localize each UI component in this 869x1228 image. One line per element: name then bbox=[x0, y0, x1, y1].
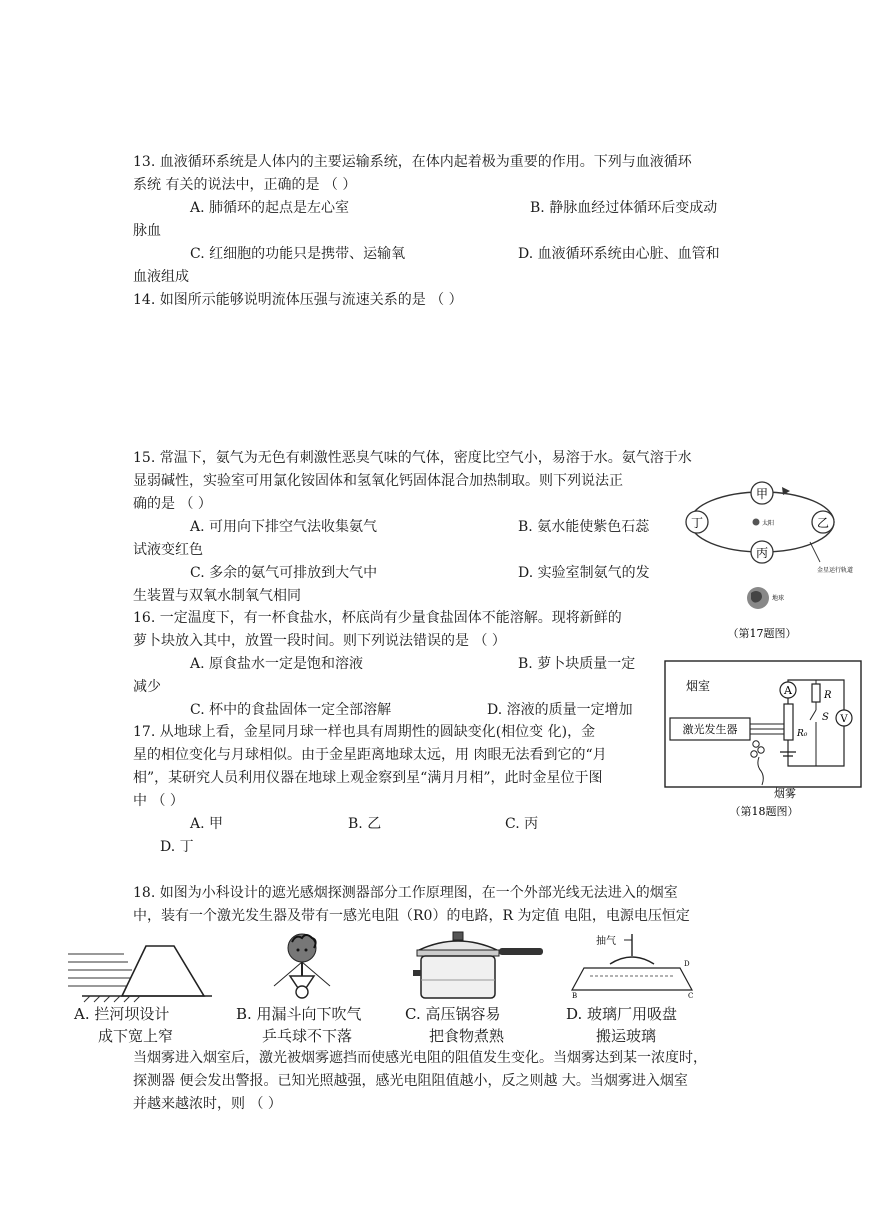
q15-option-c: C. 多余的氨气可排放到大气中 bbox=[190, 565, 378, 581]
q13-option-c: C. 红细胞的功能只是携带、运输氧 bbox=[190, 246, 406, 262]
q16-option-b-cont: 减少 bbox=[133, 679, 161, 695]
fig14-option-c-pressure-cooker bbox=[405, 930, 555, 1048]
q16-option-a: A. 原食盐水一定是饱和溶液 bbox=[190, 656, 364, 672]
ammeter-label: A bbox=[784, 684, 792, 697]
fig14-option-d-line1: D. 玻璃厂用吸盘 bbox=[566, 1005, 678, 1023]
switch-label: S bbox=[822, 712, 829, 723]
laser-generator-label: 激光发生器 bbox=[682, 723, 738, 736]
q15-stem-line1: 15. 常温下，氨气为无色有刺激性恶臭气味的气体，密度比空气小，易溶于水。氨气溶于水 bbox=[133, 450, 692, 466]
fig14-option-d-suction-cup bbox=[560, 930, 710, 1048]
figure-17-caption: （第17题图） bbox=[727, 627, 797, 640]
sun-label: 太阳 bbox=[762, 520, 775, 527]
svg-text:C: C bbox=[688, 992, 694, 1000]
q17-stem-line3: 相”，某研究人员利用仪器在地球上观金察到星“满月月相”，此时金星位于图 bbox=[133, 770, 603, 786]
sun-icon bbox=[753, 519, 760, 526]
q15-option-b-cont: 试液变红色 bbox=[133, 542, 203, 558]
q16-option-c: C. 杯中的食盐固体一定全部溶解 bbox=[190, 702, 392, 718]
fixed-resistor-label: R bbox=[824, 690, 832, 701]
q15-option-d-cont: 生装置与双氧水制氧气相同 bbox=[133, 588, 301, 604]
q13-option-a: A. 肺循环的起点是左心室 bbox=[190, 200, 350, 216]
figure-17-venus-orbit bbox=[680, 478, 855, 648]
q17-stem-line1: 17. 从地球上看，金星同月球一样也具有周期性的圆缺变化(相位变 化)，金 bbox=[133, 724, 596, 740]
q13-option-b-cont: 脉血 bbox=[133, 223, 161, 239]
fig14-option-b-funnel bbox=[236, 930, 396, 1048]
venus-position-ding: 丁 bbox=[690, 516, 704, 530]
venus-position-bing: 丙 bbox=[755, 546, 769, 560]
q16-stem-line1: 16. 一定温度下，有一杯食盐水，杯底尚有少量食盐固体不能溶解。现将新鲜的 bbox=[133, 610, 622, 626]
q18-stem-line2: 中，装有一个激光发生器及带有一感光电阻（R0）的电路，R 为定值 电阻，电源电压恒定 bbox=[133, 908, 690, 924]
figure-18-caption: （第18题图） bbox=[729, 805, 799, 818]
q17-option-b: B. 乙 bbox=[348, 816, 382, 832]
earth-label: 地球 bbox=[772, 595, 785, 602]
venus-position-yi: 乙 bbox=[816, 516, 830, 530]
sensor-resistor-label: R₀ bbox=[797, 729, 808, 739]
fig14-option-b-line2: 乒乓球不下落 bbox=[262, 1027, 353, 1045]
fig14-option-a-line1: A. 拦河坝设计 bbox=[74, 1005, 170, 1023]
q17-stem-line4: 中 （ ） bbox=[133, 793, 184, 809]
q18-stem-line1: 18. 如图为小科设计的遮光感烟探测器部分工作原理图，在一个外部光线无法进入的烟室 bbox=[133, 885, 678, 901]
fig14-option-d-line2: 搬运玻璃 bbox=[596, 1027, 657, 1045]
q13-option-d-cont: 血液组成 bbox=[133, 269, 189, 285]
q14-stem: 14. 如图所示能够说明流体压强与流速关系的是 （ ） bbox=[133, 292, 463, 308]
q13-option-b: B. 静脉血经过体循环后变成动 bbox=[530, 200, 718, 216]
q13-option-d: D. 血液循环系统由心脏、血管和 bbox=[518, 246, 720, 262]
q15-stem-line3: 确的是 （ ） bbox=[133, 496, 212, 512]
pump-label: 抽气 bbox=[596, 936, 616, 947]
q18-stem-line5: 并越来越浓时，则 （ ） bbox=[133, 1096, 282, 1112]
svg-text:D: D bbox=[684, 960, 690, 968]
fig14-option-c-line2: 把食物煮熟 bbox=[429, 1027, 505, 1045]
smoke-room-label: 烟室 bbox=[686, 679, 711, 693]
figure-18-smoke-detector bbox=[664, 660, 862, 820]
voltmeter-label: V bbox=[840, 714, 848, 725]
fig14-option-a-dam bbox=[62, 940, 222, 1048]
q16-option-d: D. 溶液的质量一定增加 bbox=[487, 702, 633, 718]
fig14-option-b-line1: B. 用漏斗向下吹气 bbox=[236, 1005, 362, 1023]
q17-stem-line2: 星的相位变化与月球相似。由于金星距离地球太远，用 肉眼无法看到它的“月 bbox=[133, 747, 607, 763]
q17-option-c: C. 丙 bbox=[505, 816, 539, 832]
q17-option-a: A. 甲 bbox=[190, 816, 224, 832]
q17-option-d: D. 丁 bbox=[160, 839, 194, 855]
q18-stem-line4: 探测器 便会发出警报。已知光照越强，感光电阻阻值越小，反之则越 大。当烟雾进入烟室 bbox=[133, 1073, 688, 1089]
q16-option-b: B. 萝卜块质量一定 bbox=[518, 656, 636, 672]
q15-stem-line2: 显弱碱性，实验室可用氯化铵固体和氢氧化钙固体混合加热制取。则下列说法正 bbox=[133, 473, 623, 489]
q13-stem-line1: 13. 血液循环系统是人体内的主要运输系统，在体内起着极为重要的作用。下列与血液循环 bbox=[133, 154, 692, 170]
venus-position-jia: 甲 bbox=[755, 487, 769, 501]
svg-text:B: B bbox=[572, 992, 578, 1000]
q15-option-a: A. 可用向下排空气法收集氨气 bbox=[190, 519, 378, 535]
smoke-label: 烟雾 bbox=[774, 787, 796, 800]
q18-stem-line3: 当烟雾进入烟室后，激光被烟雾遮挡而使感光电阻的阻值发生变化。当烟雾达到某一浓度时， bbox=[133, 1050, 707, 1066]
fig14-option-c-line1: C. 高压锅容易 bbox=[405, 1005, 501, 1023]
q13-stem-line2: 系统 有关的说法中，正确的是 （ ） bbox=[133, 177, 357, 193]
q16-stem-line2: 萝卜块放入其中，放置一段时间。则下列说法错误的是 （ ） bbox=[133, 633, 506, 649]
q15-option-d: D. 实验室制氨气的发 bbox=[518, 565, 650, 581]
orbit-label: 金星运行轨道 bbox=[817, 567, 854, 574]
q15-option-b: B. 氨水能使紫色石蕊 bbox=[518, 519, 650, 535]
fig14-option-a-line2: 成下宽上窄 bbox=[98, 1027, 174, 1045]
